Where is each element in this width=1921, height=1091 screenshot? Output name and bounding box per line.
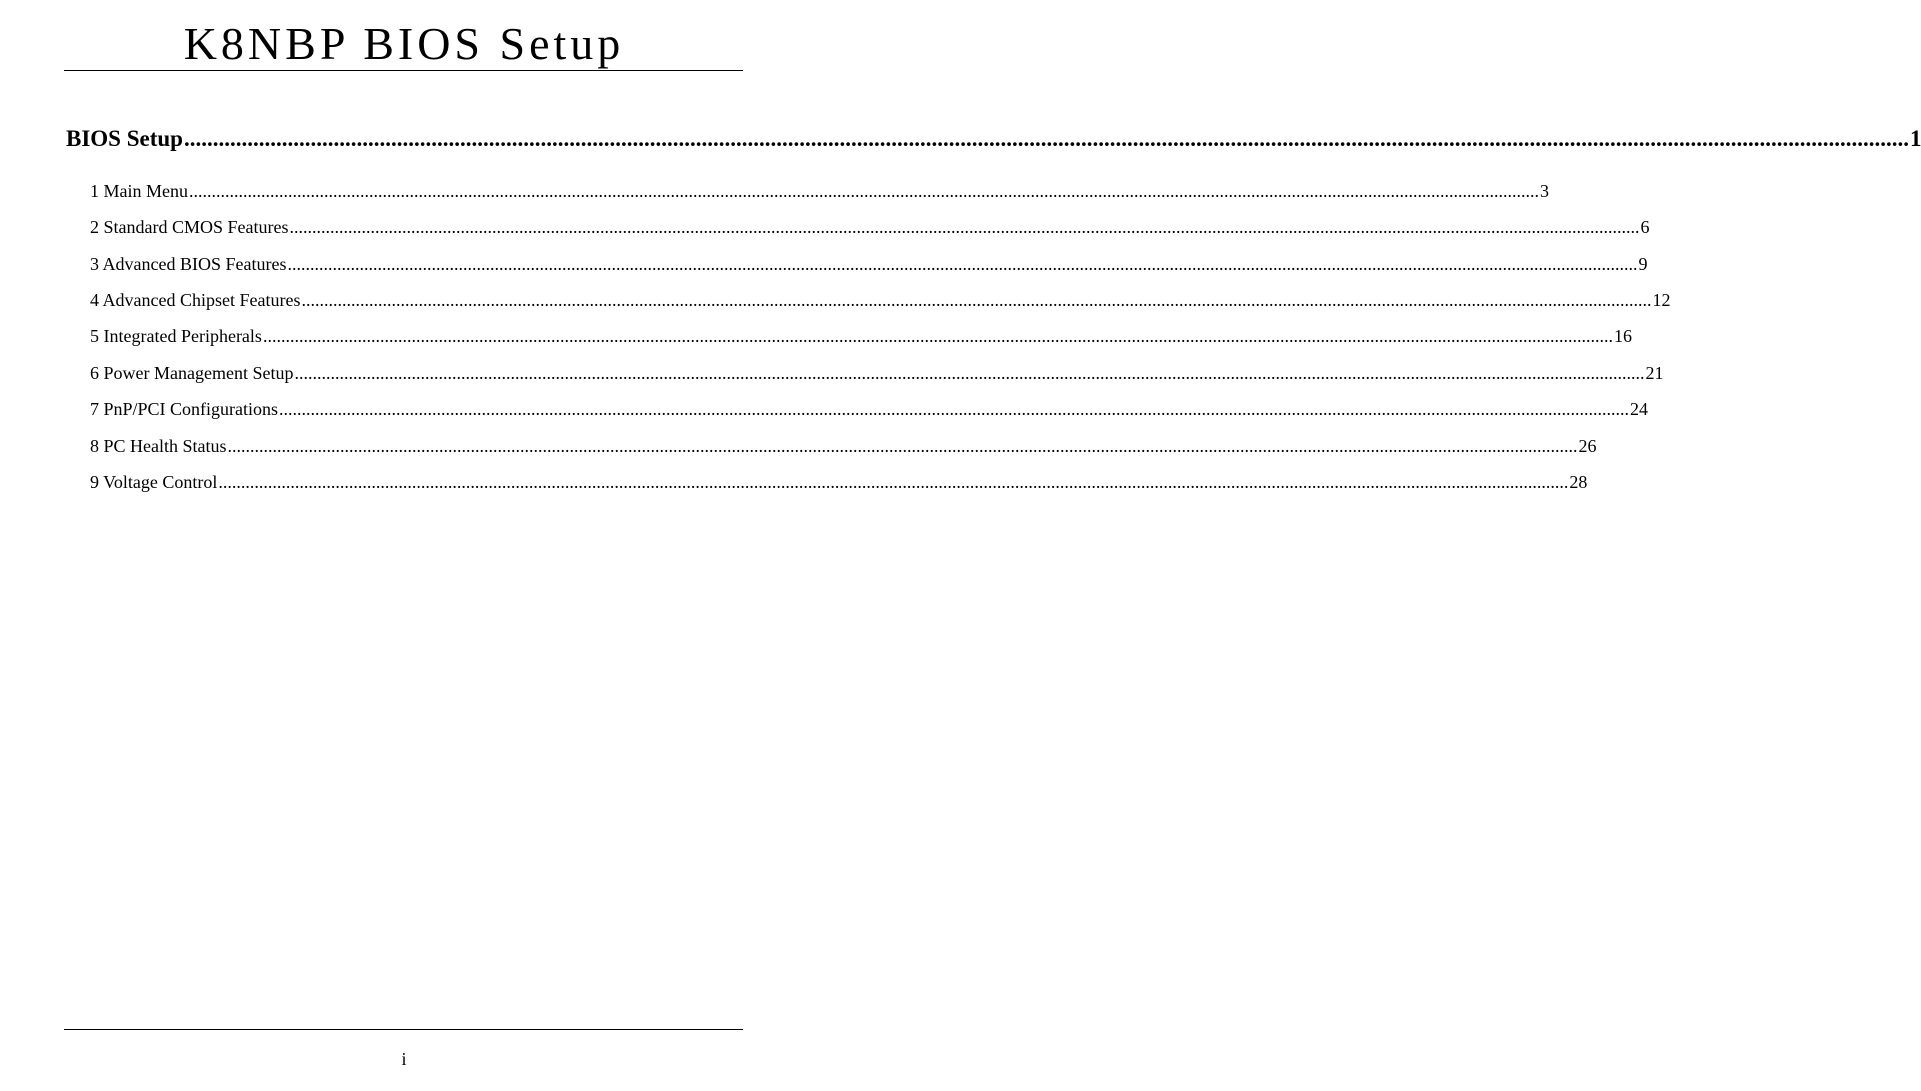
toc-entry-advanced-chipset[interactable] (90, 288, 1671, 312)
toc-entry-voltage-control[interactable] (90, 470, 1588, 494)
toc-entry-page: 12 (1652, 290, 1671, 310)
toc-entry-page: 24 (1630, 399, 1649, 419)
toc-leader: ............................................................................................................................................................................................................................................................................................................ (294, 363, 1645, 383)
toc-entry-label: 7 PnP/PCI Configurations (90, 399, 279, 419)
toc-entry-page: 9 (1638, 254, 1648, 274)
toc-leader: ............................................................................................................................................................................................................................................................................................................ (287, 254, 1638, 274)
toc-entry-standard-cmos[interactable] (90, 215, 1650, 239)
toc-leader: ............................................................................................................................................................................................................................................................................................................ (227, 436, 1578, 456)
toc-leader: ............................................................................................................................................................................................................................................................................................................ (183, 126, 1909, 151)
toc-entry-label: 6 Power Management Setup (90, 363, 294, 383)
toc-entry-power-management[interactable] (90, 361, 1664, 385)
toc-leader: ............................................................................................................................................................................................................................................................................................................ (279, 399, 1630, 419)
toc-entry-advanced-bios[interactable] (90, 252, 1648, 276)
toc-entry-label: 4 Advanced Chipset Features (90, 290, 301, 310)
page-title: K8NBP BIOS Setup (183, 18, 625, 69)
toc-main-entry[interactable] (66, 124, 1921, 154)
toc-entry-page: 6 (1640, 217, 1650, 237)
toc-entry-page: 28 (1569, 472, 1588, 492)
header-rule (64, 70, 743, 71)
page-number: i (401, 1049, 407, 1069)
toc-leader: ............................................................................................................................................................................................................................................................................................................ (218, 472, 1569, 492)
toc-leader: ............................................................................................................................................................................................................................................................................................................ (301, 290, 1652, 310)
toc-entry-label: 3 Advanced BIOS Features (90, 254, 287, 274)
toc-entry-label: 1 Main Menu (90, 181, 188, 201)
toc-main-page: 1 (1909, 126, 1921, 151)
toc-main-label: BIOS Setup (66, 126, 183, 151)
toc-entry-label: 2 Standard CMOS Features (90, 217, 289, 237)
toc-entry-page: 16 (1613, 326, 1632, 346)
toc-entry-pnp-pci[interactable] (90, 397, 1649, 421)
toc-leader: ............................................................................................................................................................................................................................................................................................................ (289, 217, 1640, 237)
toc-entry-page: 26 (1578, 436, 1597, 456)
toc-entry-pc-health[interactable] (90, 434, 1597, 458)
toc-entry-integrated-peripherals[interactable] (90, 324, 1632, 348)
toc-entry-page: 21 (1645, 363, 1664, 383)
toc-leader: ............................................................................................................................................................................................................................................................................................................ (189, 181, 1539, 201)
toc-entry-label: 8 PC Health Status (90, 436, 227, 456)
toc-entry-label: 9 Voltage Control (90, 472, 218, 492)
toc-entry-main-menu[interactable] (90, 179, 1549, 203)
toc-leader: ............................................................................................................................................................................................................................................................................................................ (262, 326, 1613, 346)
footer-rule (64, 1029, 743, 1030)
toc-entry-page: 3 (1540, 181, 1549, 201)
toc-entry-label: 5 Integrated Peripherals (90, 326, 262, 346)
